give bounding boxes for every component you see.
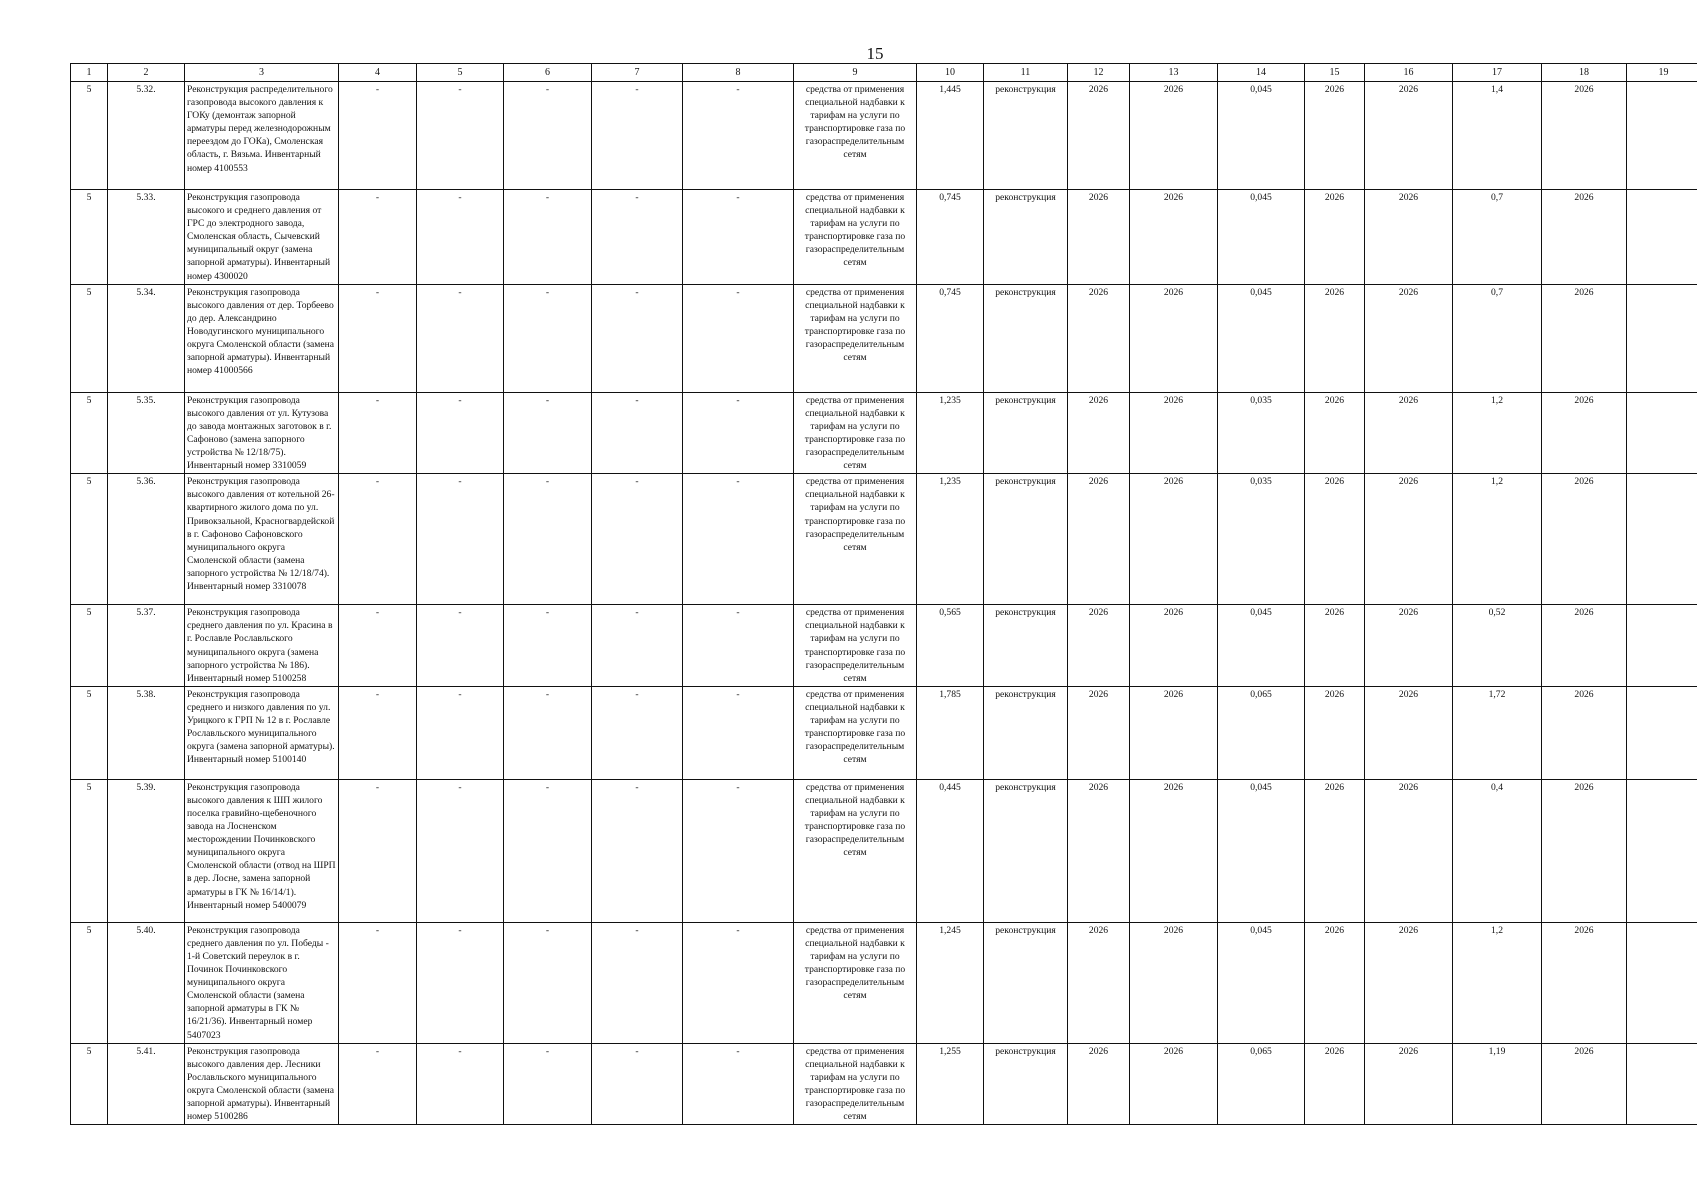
table-row xyxy=(71,605,1697,687)
item-number-cell: 5.41. xyxy=(108,1043,185,1125)
table-row xyxy=(71,392,1697,474)
col19-cell xyxy=(1627,605,1697,687)
work-type-cell: реконструкция xyxy=(984,284,1068,392)
col5-cell: - xyxy=(417,1043,504,1125)
table-row xyxy=(71,1043,1697,1125)
item-number-cell: 5.33. xyxy=(108,190,185,285)
amount-cell: 1,4 xyxy=(1453,82,1542,190)
col6-cell: - xyxy=(504,392,592,474)
work-type-cell: реконструкция xyxy=(984,922,1068,1043)
value-cell: 1,235 xyxy=(917,474,984,605)
capacity-cell: 0,045 xyxy=(1218,284,1305,392)
column-header: 8 xyxy=(683,64,794,82)
work-type-cell: реконструкция xyxy=(984,605,1068,687)
column-number-header xyxy=(71,64,1697,82)
col4-cell: - xyxy=(339,779,417,922)
capacity-cell: 0,045 xyxy=(1218,82,1305,190)
year-cell: 2026 xyxy=(1542,605,1627,687)
column-header: 11 xyxy=(984,64,1068,82)
year-cell: 2026 xyxy=(1365,686,1453,779)
year-cell: 2026 xyxy=(1365,605,1453,687)
col6-cell: - xyxy=(504,474,592,605)
year-cell: 2026 xyxy=(1305,82,1365,190)
object-name-cell: Реконструкция газопровода среднего давления по ул. Красина в г. Рославле Рославльского муниципального округа (замена запорного устройства № 186). Инвентарный номер 5100258 xyxy=(185,605,339,687)
item-number-cell: 5.34. xyxy=(108,284,185,392)
capacity-cell: 0,035 xyxy=(1218,392,1305,474)
year-cell: 2026 xyxy=(1305,190,1365,285)
year-cell: 2026 xyxy=(1365,779,1453,922)
amount-cell: 0,7 xyxy=(1453,190,1542,285)
col8-cell: - xyxy=(683,922,794,1043)
col5-cell: - xyxy=(417,922,504,1043)
col8-cell: - xyxy=(683,1043,794,1125)
object-name-cell: Реконструкция газопровода высокого давления к ШП жилого поселка гравийно-щебеночного завода на Лосненском месторождении Починковского муниципального округа Смоленской области (отвод на ШРП в дер. Лосне, замена запорной арматуры в ГК № 16/14/1). Инвентарный номер 5400079 xyxy=(185,779,339,922)
start-year-cell: 2026 xyxy=(1068,284,1130,392)
year-cell: 2026 xyxy=(1305,284,1365,392)
col6-cell: - xyxy=(504,922,592,1043)
year-cell: 2026 xyxy=(1542,190,1627,285)
col19-cell xyxy=(1627,1043,1697,1125)
year-cell: 2026 xyxy=(1365,284,1453,392)
item-number-cell: 5.40. xyxy=(108,922,185,1043)
col5-cell: - xyxy=(417,190,504,285)
object-name-cell: Реконструкция газопровода высокого и среднего давления от ГРС до электродного завода, Смоленская область, Сычевский муниципальный округ (замена запорной арматуры). Инвентарный номер 4300020 xyxy=(185,190,339,285)
col7-cell: - xyxy=(592,1043,683,1125)
col19-cell xyxy=(1627,779,1697,922)
col19-cell xyxy=(1627,392,1697,474)
page-number: 15 xyxy=(866,44,884,63)
col7-cell: - xyxy=(592,474,683,605)
year-cell: 2026 xyxy=(1542,392,1627,474)
end-year-cell: 2026 xyxy=(1130,284,1218,392)
col7-cell: - xyxy=(592,686,683,779)
col8-cell: - xyxy=(683,82,794,190)
work-type-cell: реконструкция xyxy=(984,474,1068,605)
column-header: 10 xyxy=(917,64,984,82)
col5-cell: - xyxy=(417,474,504,605)
col19-cell xyxy=(1627,922,1697,1043)
col19-cell xyxy=(1627,190,1697,285)
col6-cell: - xyxy=(504,190,592,285)
column-header: 7 xyxy=(592,64,683,82)
table-row xyxy=(71,284,1697,392)
table-row xyxy=(71,922,1697,1043)
year-cell: 2026 xyxy=(1305,392,1365,474)
value-cell: 0,745 xyxy=(917,190,984,285)
start-year-cell: 2026 xyxy=(1068,392,1130,474)
year-cell: 2026 xyxy=(1305,1043,1365,1125)
col6-cell: - xyxy=(504,284,592,392)
col7-cell: - xyxy=(592,922,683,1043)
year-cell: 2026 xyxy=(1305,686,1365,779)
col19-cell xyxy=(1627,686,1697,779)
column-header: 17 xyxy=(1453,64,1542,82)
table-row xyxy=(71,779,1697,922)
year-cell: 2026 xyxy=(1542,82,1627,190)
year-cell: 2026 xyxy=(1365,82,1453,190)
item-number-cell: 5.37. xyxy=(108,605,185,687)
funding-source-cell: средства от применения специальной надбавки к тарифам на услуги по транспортировке газа по газораспределительным сетям xyxy=(794,82,917,190)
end-year-cell: 2026 xyxy=(1130,605,1218,687)
year-cell: 2026 xyxy=(1365,474,1453,605)
col4-cell: - xyxy=(339,82,417,190)
start-year-cell: 2026 xyxy=(1068,779,1130,922)
column-header: 19 xyxy=(1627,64,1697,82)
end-year-cell: 2026 xyxy=(1130,686,1218,779)
col4-cell: - xyxy=(339,474,417,605)
col7-cell: - xyxy=(592,284,683,392)
value-cell: 0,445 xyxy=(917,779,984,922)
column-header: 12 xyxy=(1068,64,1130,82)
column-header: 16 xyxy=(1365,64,1453,82)
item-number-cell: 5.39. xyxy=(108,779,185,922)
year-cell: 2026 xyxy=(1365,392,1453,474)
year-cell: 2026 xyxy=(1542,922,1627,1043)
funding-source-cell: средства от применения специальной надбавки к тарифам на услуги по транспортировке газа по газораспределительным сетям xyxy=(794,284,917,392)
col4-cell: - xyxy=(339,284,417,392)
region-cell: 5 xyxy=(71,82,108,190)
col4-cell: - xyxy=(339,1043,417,1125)
start-year-cell: 2026 xyxy=(1068,1043,1130,1125)
region-cell: 5 xyxy=(71,686,108,779)
column-header: 3 xyxy=(185,64,339,82)
amount-cell: 1,2 xyxy=(1453,392,1542,474)
amount-cell: 0,4 xyxy=(1453,779,1542,922)
end-year-cell: 2026 xyxy=(1130,474,1218,605)
year-cell: 2026 xyxy=(1542,779,1627,922)
amount-cell: 0,7 xyxy=(1453,284,1542,392)
item-number-cell: 5.38. xyxy=(108,686,185,779)
year-cell: 2026 xyxy=(1305,922,1365,1043)
col7-cell: - xyxy=(592,779,683,922)
col4-cell: - xyxy=(339,605,417,687)
table-row xyxy=(71,82,1697,190)
year-cell: 2026 xyxy=(1305,605,1365,687)
col8-cell: - xyxy=(683,779,794,922)
amount-cell: 0,52 xyxy=(1453,605,1542,687)
year-cell: 2026 xyxy=(1542,284,1627,392)
col7-cell: - xyxy=(592,392,683,474)
region-cell: 5 xyxy=(71,605,108,687)
col4-cell: - xyxy=(339,686,417,779)
column-header: 13 xyxy=(1130,64,1218,82)
year-cell: 2026 xyxy=(1365,190,1453,285)
region-cell: 5 xyxy=(71,190,108,285)
column-header: 18 xyxy=(1542,64,1627,82)
col6-cell: - xyxy=(504,779,592,922)
column-header: 6 xyxy=(504,64,592,82)
col4-cell: - xyxy=(339,190,417,285)
capacity-cell: 0,045 xyxy=(1218,190,1305,285)
end-year-cell: 2026 xyxy=(1130,922,1218,1043)
amount-cell: 1,19 xyxy=(1453,1043,1542,1125)
funding-source-cell: средства от применения специальной надбавки к тарифам на услуги по транспортировке газа по газораспределительным сетям xyxy=(794,779,917,922)
year-cell: 2026 xyxy=(1365,922,1453,1043)
table-row xyxy=(71,474,1697,605)
value-cell: 1,245 xyxy=(917,922,984,1043)
col8-cell: - xyxy=(683,686,794,779)
work-type-cell: реконструкция xyxy=(984,779,1068,922)
work-type-cell: реконструкция xyxy=(984,82,1068,190)
item-number-cell: 5.32. xyxy=(108,82,185,190)
col5-cell: - xyxy=(417,779,504,922)
col7-cell: - xyxy=(592,82,683,190)
year-cell: 2026 xyxy=(1305,779,1365,922)
column-header: 4 xyxy=(339,64,417,82)
col19-cell xyxy=(1627,284,1697,392)
item-number-cell: 5.35. xyxy=(108,392,185,474)
work-type-cell: реконструкция xyxy=(984,1043,1068,1125)
object-name-cell: Реконструкция газопровода среднего давления по ул. Победы - 1-й Советский переулок в г. Починок Починковского муниципального округа Смоленской области (замена запорной арматуры в ГК № 16/21/36). Инвентарный номер 5407023 xyxy=(185,922,339,1043)
value-cell: 1,785 xyxy=(917,686,984,779)
start-year-cell: 2026 xyxy=(1068,922,1130,1043)
end-year-cell: 2026 xyxy=(1130,82,1218,190)
capacity-cell: 0,045 xyxy=(1218,605,1305,687)
item-number-cell: 5.36. xyxy=(108,474,185,605)
col6-cell: - xyxy=(504,1043,592,1125)
col8-cell: - xyxy=(683,190,794,285)
amount-cell: 1,72 xyxy=(1453,686,1542,779)
col5-cell: - xyxy=(417,392,504,474)
col19-cell xyxy=(1627,82,1697,190)
funding-source-cell: средства от применения специальной надбавки к тарифам на услуги по транспортировке газа по газораспределительным сетям xyxy=(794,922,917,1043)
col5-cell: - xyxy=(417,82,504,190)
year-cell: 2026 xyxy=(1305,474,1365,605)
capacity-cell: 0,065 xyxy=(1218,1043,1305,1125)
col8-cell: - xyxy=(683,284,794,392)
col6-cell: - xyxy=(504,605,592,687)
amount-cell: 1,2 xyxy=(1453,474,1542,605)
start-year-cell: 2026 xyxy=(1068,190,1130,285)
funding-source-cell: средства от применения специальной надбавки к тарифам на услуги по транспортировке газа по газораспределительным сетям xyxy=(794,1043,917,1125)
col8-cell: - xyxy=(683,474,794,605)
col4-cell: - xyxy=(339,392,417,474)
col4-cell: - xyxy=(339,922,417,1043)
column-header: 2 xyxy=(108,64,185,82)
value-cell: 1,445 xyxy=(917,82,984,190)
object-name-cell: Реконструкция газопровода высокого давления от ул. Кутузова до завода монтажных заготовок в г. Сафоново (замена запорного устройства № 12/18/75). Инвентарный номер 3310059 xyxy=(185,392,339,474)
col8-cell: - xyxy=(683,605,794,687)
region-cell: 5 xyxy=(71,392,108,474)
col5-cell: - xyxy=(417,284,504,392)
funding-source-cell: средства от применения специальной надбавки к тарифам на услуги по транспортировке газа по газораспределительным сетям xyxy=(794,686,917,779)
start-year-cell: 2026 xyxy=(1068,686,1130,779)
region-cell: 5 xyxy=(71,779,108,922)
col5-cell: - xyxy=(417,686,504,779)
work-type-cell: реконструкция xyxy=(984,190,1068,285)
start-year-cell: 2026 xyxy=(1068,474,1130,605)
capacity-cell: 0,035 xyxy=(1218,474,1305,605)
col8-cell: - xyxy=(683,392,794,474)
funding-source-cell: средства от применения специальной надбавки к тарифам на услуги по транспортировке газа по газораспределительным сетям xyxy=(794,605,917,687)
year-cell: 2026 xyxy=(1365,1043,1453,1125)
object-name-cell: Реконструкция газопровода высокого давления от дер. Торбеево до дер. Александрино Новодугинского муниципального округа Смоленской области (замена запорной арматуры). Инвентарный номер 41000566 xyxy=(185,284,339,392)
col5-cell: - xyxy=(417,605,504,687)
column-header: 1 xyxy=(71,64,108,82)
year-cell: 2026 xyxy=(1542,1043,1627,1125)
end-year-cell: 2026 xyxy=(1130,1043,1218,1125)
object-name-cell: Реконструкция газопровода высокого давления от котельной 26-квартирного жилого дома по ул. Привокзальной, Красногвардейской в г. Сафоново Сафоновского муниципального округа Смоленской области (замена запорного устройства № 12/18/74). Инвентарный номер 3310078 xyxy=(185,474,339,605)
region-cell: 5 xyxy=(71,284,108,392)
col7-cell: - xyxy=(592,190,683,285)
value-cell: 1,255 xyxy=(917,1043,984,1125)
year-cell: 2026 xyxy=(1542,686,1627,779)
region-cell: 5 xyxy=(71,474,108,605)
value-cell: 0,565 xyxy=(917,605,984,687)
region-cell: 5 xyxy=(71,922,108,1043)
col6-cell: - xyxy=(504,82,592,190)
table-row xyxy=(71,686,1697,779)
col19-cell xyxy=(1627,474,1697,605)
end-year-cell: 2026 xyxy=(1130,779,1218,922)
column-header: 14 xyxy=(1218,64,1305,82)
start-year-cell: 2026 xyxy=(1068,82,1130,190)
amount-cell: 1,2 xyxy=(1453,922,1542,1043)
capacity-cell: 0,045 xyxy=(1218,779,1305,922)
value-cell: 1,235 xyxy=(917,392,984,474)
work-type-cell: реконструкция xyxy=(984,392,1068,474)
col7-cell: - xyxy=(592,605,683,687)
funding-source-cell: средства от применения специальной надбавки к тарифам на услуги по транспортировке газа по газораспределительным сетям xyxy=(794,190,917,285)
investment-program-table xyxy=(70,63,1697,1125)
region-cell: 5 xyxy=(71,1043,108,1125)
year-cell: 2026 xyxy=(1542,474,1627,605)
column-header: 9 xyxy=(794,64,917,82)
funding-source-cell: средства от применения специальной надбавки к тарифам на услуги по транспортировке газа по газораспределительным сетям xyxy=(794,392,917,474)
work-type-cell: реконструкция xyxy=(984,686,1068,779)
capacity-cell: 0,065 xyxy=(1218,686,1305,779)
column-header: 15 xyxy=(1305,64,1365,82)
capacity-cell: 0,045 xyxy=(1218,922,1305,1043)
object-name-cell: Реконструкция газопровода среднего и низкого давления по ул. Урицкого к ГРП № 12 в г. Рославле Рославльского муниципального округа (замена запорной арматуры). Инвентарный номер 5100140 xyxy=(185,686,339,779)
value-cell: 0,745 xyxy=(917,284,984,392)
start-year-cell: 2026 xyxy=(1068,605,1130,687)
col6-cell: - xyxy=(504,686,592,779)
object-name-cell: Реконструкция распределительного газопровода высокого давления к ГОКу (демонтаж запорной арматуры перед железнодорожным переездом до ГОКа), Смоленская область, г. Вязьма. Инвентарный номер 4100553 xyxy=(185,82,339,190)
end-year-cell: 2026 xyxy=(1130,392,1218,474)
column-header: 5 xyxy=(417,64,504,82)
funding-source-cell: средства от применения специальной надбавки к тарифам на услуги по транспортировке газа по газораспределительным сетям xyxy=(794,474,917,605)
table-row xyxy=(71,190,1697,285)
object-name-cell: Реконструкция газопровода высокого давления дер. Лесники Рославльского муниципального округа Смоленской области (замена запорной арматуры). Инвентарный номер 5100286 xyxy=(185,1043,339,1125)
end-year-cell: 2026 xyxy=(1130,190,1218,285)
